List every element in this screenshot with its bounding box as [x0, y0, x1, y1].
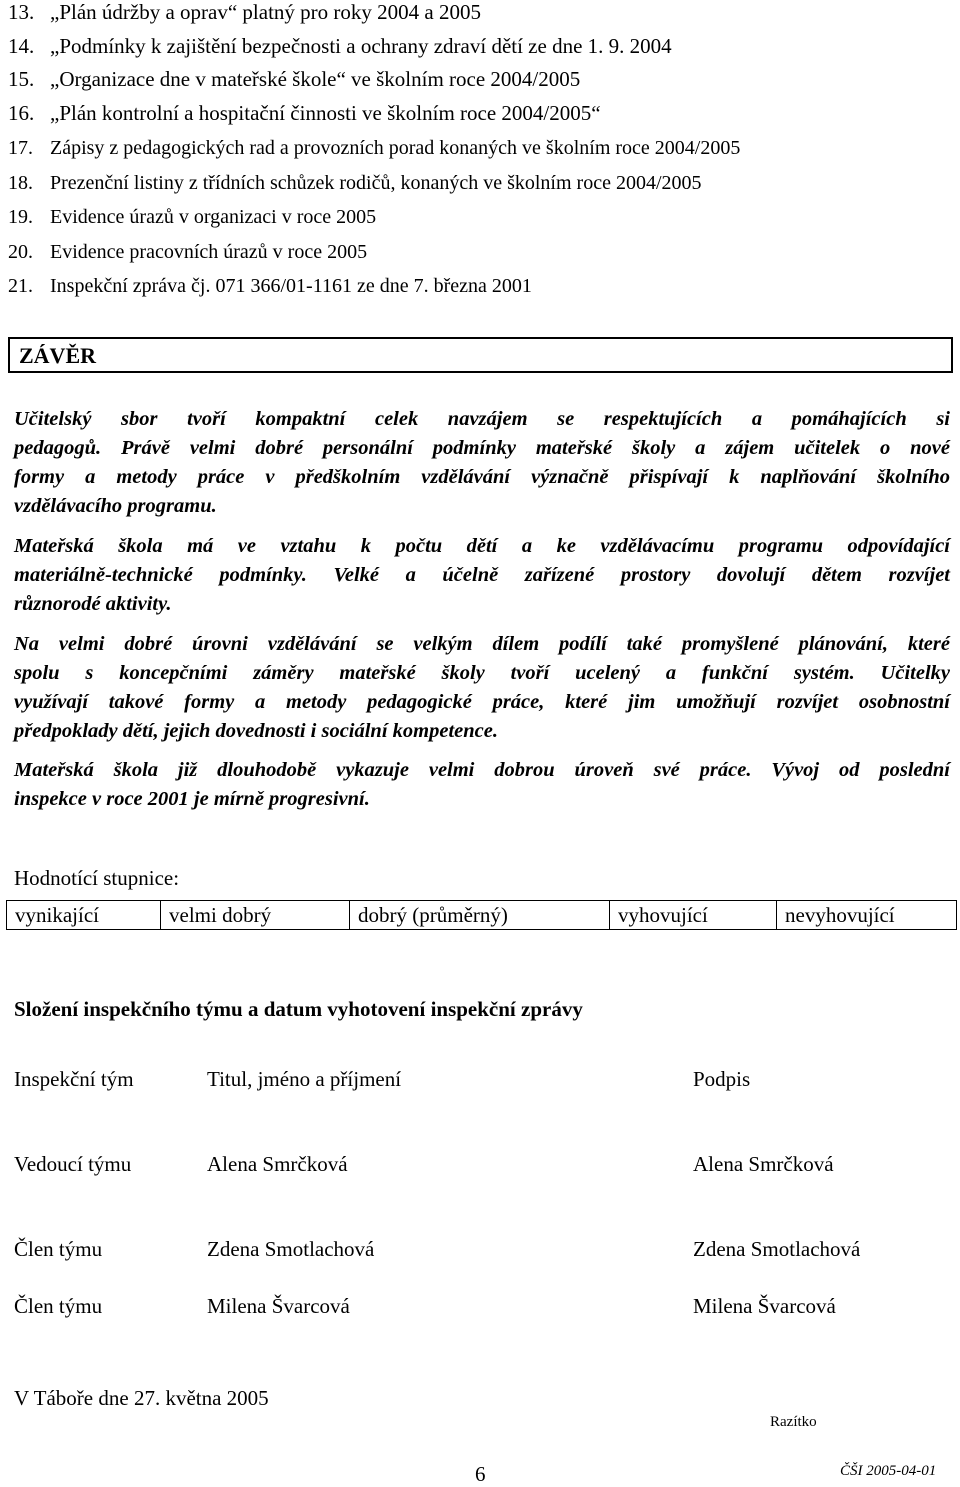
place-date: V Táboře dne 27. května 2005 [14, 1386, 269, 1410]
conclusion-title: ZÁVĚR [19, 343, 97, 368]
page-number: 6 [475, 1462, 486, 1486]
conclusion-paragraph: Učitelský sbor tvoří kompaktní celek navzájem se respektujících a pomáhajících si pedagogů. Právě velmi dobré personální podmínky mateřské školy a zájem učitelek o nové formy a metody práce v předškolním vzdělávání význačně přispívají k naplňování školního vzdělávacího programu. [14, 408, 950, 517]
list-item: 15. „Organizace dne v mateřské škole“ ve školním roce 2004/2005 [8, 67, 581, 91]
list-item: 19. Evidence úrazů v organizaci v roce 2005 [8, 206, 377, 228]
rating-level: velmi dobrý [161, 901, 350, 930]
list-item: 21. Inspekční zpráva čj. 071 366/01-1161 ze dne 7. března 2001 [8, 275, 532, 297]
list-item: 14. „Podmínky k zajištění bezpečnosti a ochrany zdraví dětí ze dne 1. 9. 2004 [8, 34, 672, 58]
list-item: 20. Evidence pracovních úrazů v roce 2005 [8, 241, 368, 263]
team-signature: Zdena Smotlachová [693, 1237, 861, 1261]
rating-level: vynikající [7, 901, 161, 930]
list-item: 18. Prezenční listiny z třídních schůzek rodičů, konaných ve školním roce 2004/2005 [8, 172, 702, 194]
rating-scale-label: Hodnotící stupnice: [14, 866, 180, 890]
team-signature: Milena Švarcová [693, 1294, 836, 1318]
team-header-signature: Podpis [693, 1067, 751, 1091]
rating-level: nevyhovující [777, 901, 957, 930]
team-header-role: Inspekční tým [14, 1067, 134, 1091]
team-role: Člen týmu [14, 1294, 103, 1318]
list-item: 16. „Plán kontrolní a hospitační činnosti ve školním roce 2004/2005“ [8, 101, 601, 125]
team-member-name: Zdena Smotlachová [207, 1237, 375, 1261]
team-member-name: Alena Smrčková [207, 1152, 348, 1176]
list-item: 17. Zápisy z pedagogických rad a provozních porad konaných ve školním roce 2004/2005 [8, 137, 741, 159]
conclusion-paragraph: Mateřská škola má ve vztahu k počtu dětí a ke vzdělávacímu programu odpovídající materiálně-technické podmínky. Velké a účelně zařízené prostory dovolují dětem rozvíjet různorodé aktivity. [14, 535, 950, 615]
conclusion-paragraph: Mateřská škola již dlouhodobě vykazuje velmi dobrou úroveň své práce. Vývoj od poslední inspekce v roce 2001 je mírně progresivní. [14, 759, 950, 810]
team-role: Člen týmu [14, 1237, 103, 1261]
rating-scale-table [6, 900, 957, 930]
list-item: 13. „Plán údržby a oprav“ platný pro roky 2004 a 2005 [8, 0, 481, 24]
team-heading: Složení inspekčního týmu a datum vyhotovení inspekční zprávy [14, 997, 583, 1021]
stamp-label: Razítko [770, 1414, 817, 1430]
team-role: Vedoucí týmu [14, 1152, 132, 1176]
team-signature: Alena Smrčková [693, 1152, 834, 1176]
rating-level: dobrý (průměrný) [350, 901, 610, 930]
rating-level: vyhovující [610, 901, 777, 930]
team-member-name: Milena Švarcová [207, 1294, 350, 1318]
team-header-name: Titul, jméno a příjmení [207, 1067, 402, 1091]
conclusion-heading-box [8, 337, 953, 373]
conclusion-paragraph: Na velmi dobré úrovni vzdělávání se velkým dílem podílí také promyšlené plánování, které spolu s koncepčními záměry mateřské školy tvoří ucelený a funkční systém. Učitelky využívají takové formy a metody pedagogické práce, které jim umožňují rozvíjet osobnostní předpoklady dětí, jejich dovednosti i sociální kompetence. [14, 633, 950, 742]
document-code: ČŠI 2005-04-01 [840, 1463, 937, 1479]
